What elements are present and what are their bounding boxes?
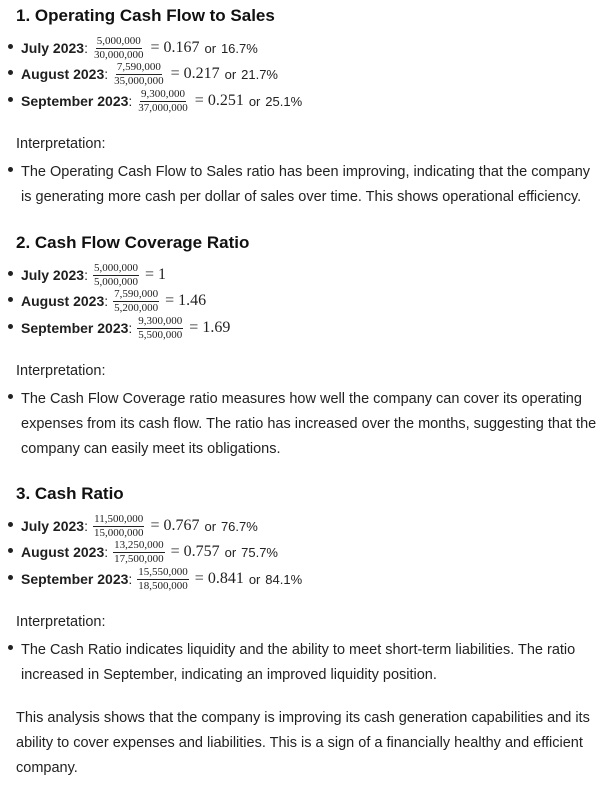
equals-sign: = (144, 266, 154, 283)
ratio-row-september (8, 88, 302, 114)
month-label: August 2023 (21, 66, 105, 82)
ratio-row-july (8, 262, 170, 288)
ratio-row-august (8, 288, 210, 314)
fraction (93, 263, 139, 288)
bullet-icon (8, 44, 13, 49)
fraction (137, 89, 189, 114)
or-text: or (224, 66, 237, 82)
denominator: 30,000,000 (93, 48, 144, 61)
bullet-icon (8, 70, 13, 75)
numerator: 15,550,000 (138, 565, 188, 578)
numerator: 9,300,000 (141, 87, 186, 100)
interpretation-label: Interpretation: (16, 363, 106, 379)
bullet-icon (8, 575, 13, 580)
colon: : (104, 293, 109, 309)
bullet-icon (8, 324, 13, 329)
fraction (137, 567, 189, 592)
colon: : (84, 40, 88, 56)
fraction (137, 316, 183, 341)
interpretation-bullet (8, 638, 598, 688)
fraction (93, 514, 145, 539)
bullet-icon (8, 167, 13, 172)
colon: : (128, 320, 133, 336)
interpretation-text: The Operating Cash Flow to Sales ratio has been improving, indicating that the company is generating more cash per dollar of sales over time. This shows operational efficiency. (21, 164, 591, 205)
equals-sign: = (170, 543, 180, 560)
ratio-row-september (8, 566, 302, 592)
percent-value: 21.7% (241, 66, 278, 82)
interpretation-bullet (8, 160, 598, 210)
numerator: 9,300,000 (138, 314, 183, 327)
equals-sign: = (150, 517, 160, 534)
fraction (113, 289, 159, 314)
interpretation-text: The Cash Ratio indicates liquidity and the ability to meet short-term liabilities. The ratio increased in September, indicating an improved liquidity position. (21, 642, 576, 683)
numerator: 7,590,000 (116, 60, 161, 73)
month-label: August 2023 (21, 544, 105, 560)
colon: : (104, 66, 109, 82)
ratio-row-september (8, 315, 234, 341)
denominator: 5,200,000 (114, 301, 159, 314)
denominator: 35,000,000 (114, 74, 164, 87)
equals-sign: = (150, 39, 160, 56)
percent-value: 76.7% (220, 518, 258, 534)
fraction (93, 36, 145, 61)
ratio-value: 1.46 (178, 292, 207, 309)
percent-value: 84.1% (265, 571, 303, 587)
bullet-icon (8, 297, 13, 302)
equals-sign: = (170, 65, 180, 82)
section-title: 2. Cash Flow Coverage Ratio (16, 233, 250, 252)
percent-value: 25.1% (265, 93, 303, 109)
month-label: July 2023 (21, 518, 85, 534)
denominator: 17,500,000 (114, 552, 164, 565)
or-text: or (204, 518, 217, 534)
numerator: 5,000,000 (96, 34, 141, 47)
interpretation-label: Interpretation: (16, 614, 106, 630)
bullet-icon (8, 522, 13, 527)
or-text: or (204, 40, 217, 56)
interpretation-text: The Cash Flow Coverage ratio measures how well the company can cover its operating expenses from its cash flow. The ratio has increased over the months, suggesting that the company can easily meet its obligations. (21, 391, 597, 457)
interpretation-label: Interpretation: (16, 136, 106, 152)
month-label: July 2023 (21, 40, 85, 56)
colon: : (104, 544, 109, 560)
ratio-value: 0.841 (207, 570, 244, 587)
ratio-value: 0.251 (207, 92, 244, 109)
ratio-value: 0.217 (183, 65, 220, 82)
ratio-value: 1.69 (202, 319, 231, 336)
section-title: 3. Cash Ratio (16, 484, 124, 503)
denominator: 5,500,000 (138, 328, 183, 341)
or-text: or (248, 93, 261, 109)
numerator: 7,590,000 (114, 287, 159, 300)
ratio-row-august (8, 539, 278, 565)
ratio-value: 0.167 (163, 39, 200, 56)
or-text: or (224, 544, 237, 560)
month-label: August 2023 (21, 293, 105, 309)
denominator: 5,000,000 (93, 275, 138, 288)
interpretation-bullet (8, 387, 598, 462)
colon: : (84, 267, 88, 283)
colon: : (128, 93, 133, 109)
equals-sign: = (165, 292, 175, 309)
equals-sign: = (194, 92, 204, 109)
ratio-row-august (8, 61, 278, 87)
numerator: 11,500,000 (94, 512, 144, 525)
ratio-row-july (8, 35, 258, 61)
numerator: 13,250,000 (114, 538, 164, 551)
month-label: September 2023 (21, 571, 129, 587)
fraction (113, 62, 165, 87)
or-text: or (248, 571, 261, 587)
equals-sign: = (194, 570, 204, 587)
numerator: 5,000,000 (93, 261, 138, 274)
month-label: July 2023 (21, 267, 85, 283)
colon: : (84, 518, 88, 534)
colon: : (128, 571, 133, 587)
bullet-icon (8, 645, 13, 650)
denominator: 37,000,000 (138, 101, 188, 114)
denominator: 18,500,000 (138, 579, 188, 592)
denominator: 15,000,000 (93, 526, 144, 539)
month-label: September 2023 (21, 93, 129, 109)
bullet-icon (8, 548, 13, 553)
ratio-value: 0.767 (163, 517, 200, 534)
conclusion-paragraph: This analysis shows that the company is improving its cash generation capabilities and its ability to cover expenses and liabilities. This is a sign of a financially healthy and efficient company. (16, 710, 590, 776)
bullet-icon (8, 271, 13, 276)
fraction (113, 540, 165, 565)
bullet-icon (8, 97, 13, 102)
equals-sign: = (189, 319, 199, 336)
month-label: September 2023 (21, 320, 129, 336)
percent-value: 75.7% (241, 544, 278, 560)
section-title: 1. Operating Cash Flow to Sales (16, 6, 275, 25)
bullet-icon (8, 394, 13, 399)
ratio-row-july (8, 513, 258, 539)
ratio-value: 0.757 (183, 543, 220, 560)
percent-value: 16.7% (220, 40, 258, 56)
ratio-value: 1 (157, 266, 166, 283)
